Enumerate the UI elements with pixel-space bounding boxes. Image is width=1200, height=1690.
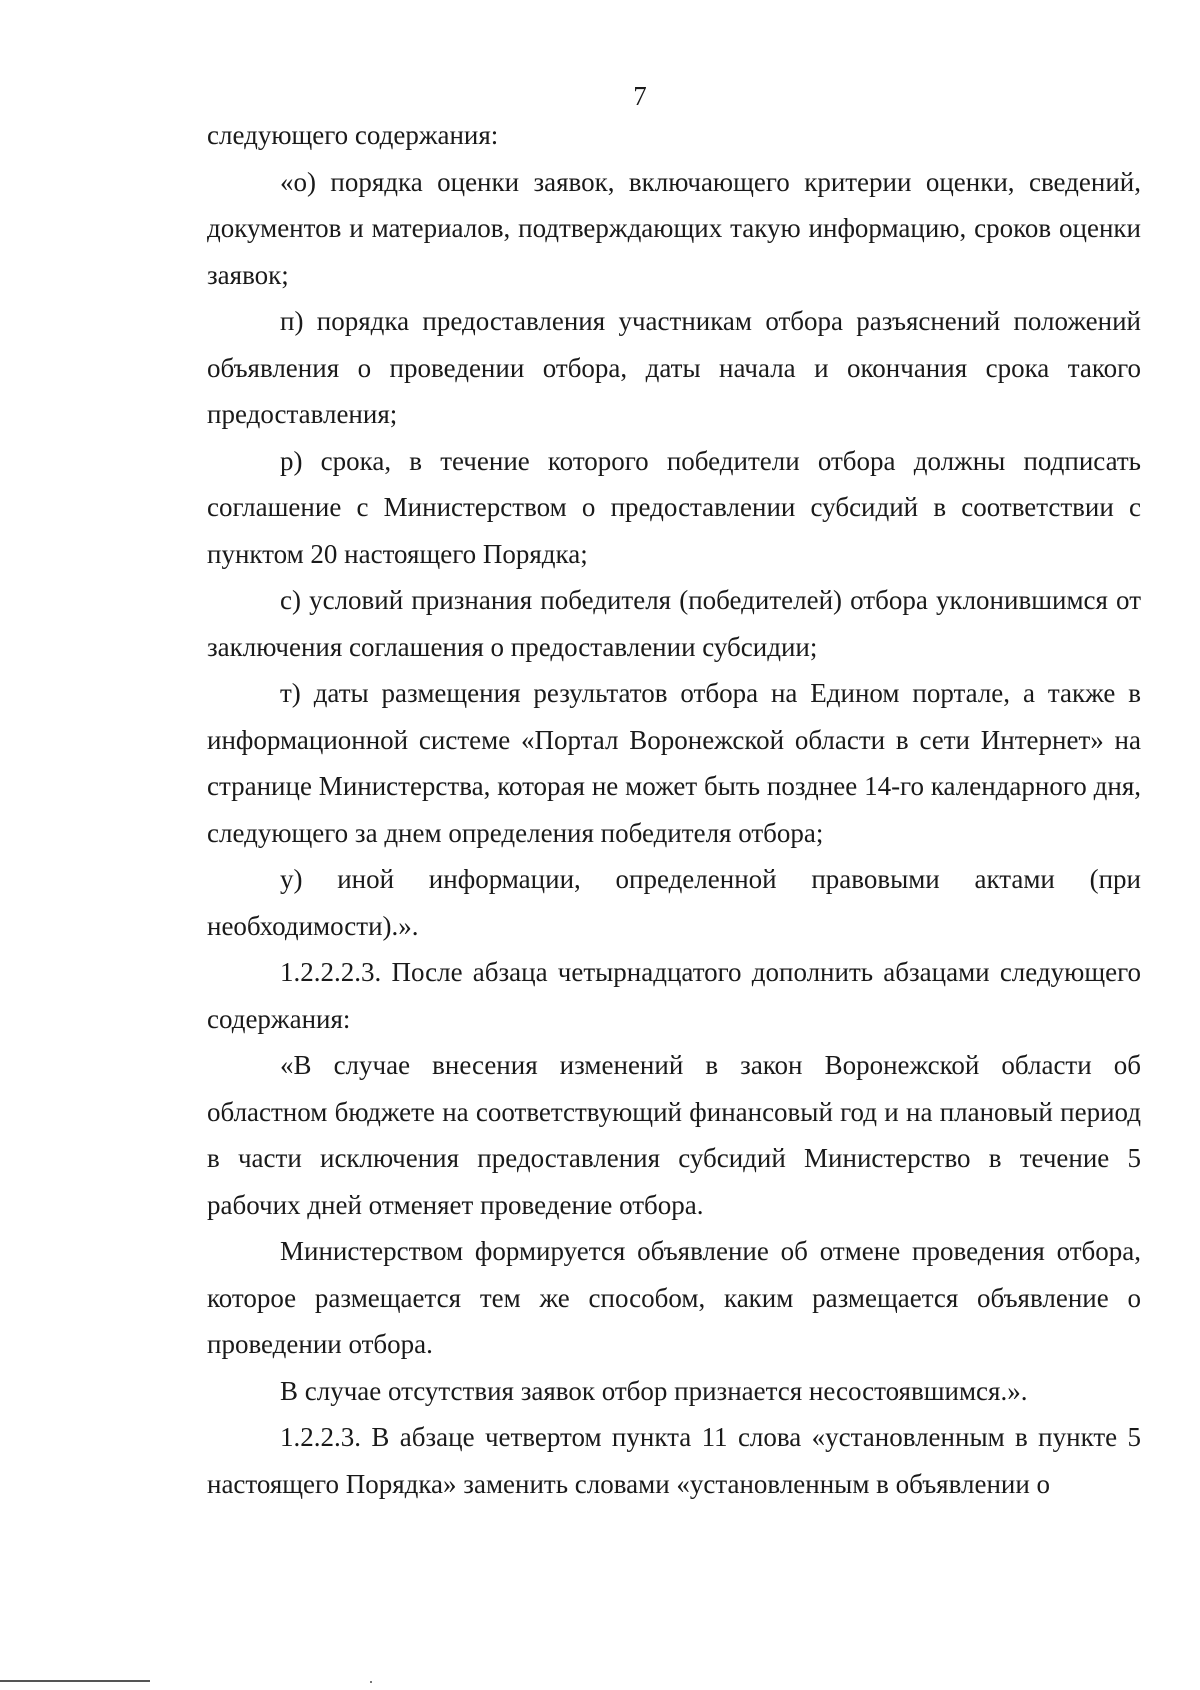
scan-mark bbox=[370, 1681, 372, 1683]
paragraph-item-u: у) иной информации, определенной правовыми актами (при необходимости).». bbox=[207, 864, 1141, 941]
paragraph-item-t: т) даты размещения результатов отбора на Едином портале, а также в информационной системе «Портал Воронежской области в сети Интернет» на странице Министерства, которая не может быть позднее 14-го календарного дня, следующего за днем определения победителя отбора; bbox=[207, 678, 1141, 848]
paragraph-cancellation-notice: Министерством формируется объявление об отмене проведения отбора, которое размещается тем же способом, каким размещается объявление о проведении отбора. bbox=[207, 1236, 1141, 1359]
footer-rule bbox=[0, 1680, 150, 1682]
paragraph-item-o: «о) порядка оценки заявок, включающего критерии оценки, сведений, документов и материалов, подтверждающих такую информацию, сроков оценки заявок; bbox=[207, 166, 1141, 290]
paragraph-no-applications: В случае отсутствия заявок отбор признается несостоявшимся.». bbox=[280, 1375, 1028, 1406]
document-body bbox=[207, 112, 1141, 1507]
paragraph-item-s: с) условий признания победителя (победителей) отбора уклонившимся от заключения соглашения о предоставлении субсидии; bbox=[207, 585, 1141, 662]
paragraph-clause-1-2-2-3: 1.2.2.3. В абзаце четвертом пункта 11 слова «установленным в пункте 5 настоящего Порядка» заменить словами «установленным в объявлении о bbox=[207, 1422, 1141, 1499]
paragraph-intro: следующего содержания: bbox=[207, 120, 499, 150]
paragraph-clause-1-2-2-2-3: 1.2.2.2.3. После абзаца четырнадцатого дополнить абзацами следующего содержания: bbox=[207, 957, 1141, 1034]
page-number: 7 bbox=[633, 81, 647, 111]
paragraph-item-r: р) срока, в течение которого победители отбора должны подписать соглашение с Министерством о предоставлении субсидий в соответствии с пунктом 20 настоящего Порядка; bbox=[207, 445, 1141, 569]
paragraph-budget-changes: «В случае внесения изменений в закон Воронежской области об областном бюджете на соответствующий финансовый год и на плановый период в части исключения предоставления субсидий Министерство в течение 5 рабочих дней отменяет проведение отбора. bbox=[207, 1050, 1141, 1220]
paragraph-item-p: п) порядка предоставления участникам отбора разъяснений положений объявления о проведении отбора, даты начала и окончания срока такого предоставления; bbox=[207, 306, 1141, 429]
